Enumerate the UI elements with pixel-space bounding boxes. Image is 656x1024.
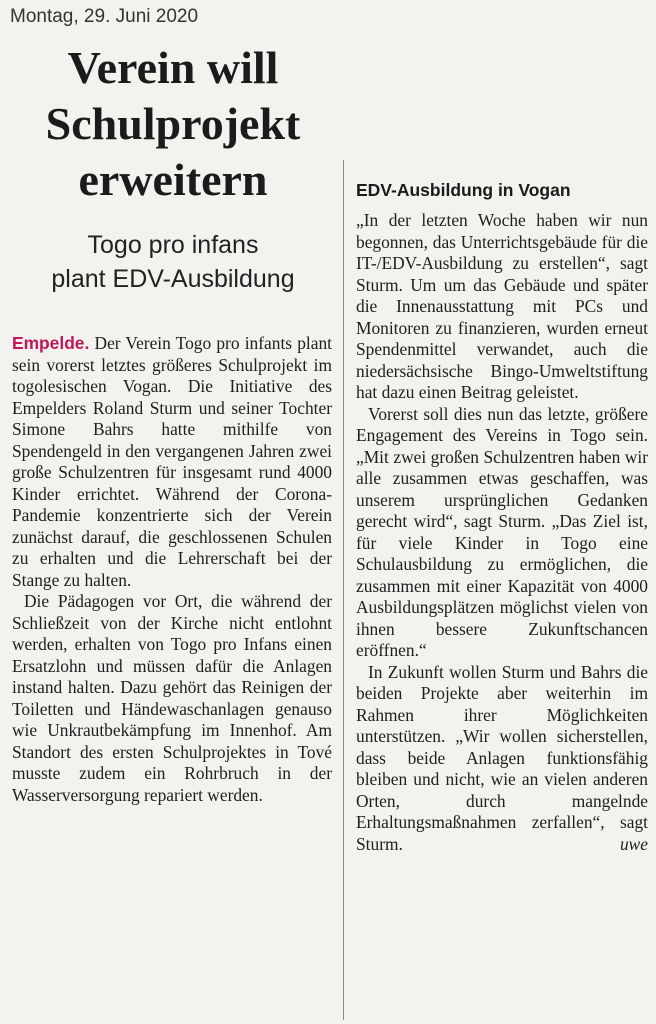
subheadline [10,228,336,296]
article-paragraph: Vorerst soll dies nun das letzte, größere Engagement des Vereins in Togo sein. „Mit zwei großen Schulzentren haben wir alle zusammen etwas geschaffen, was unserem ursprünglichen Gedanken gerecht wird“, sagt Sturm. „Das Ziel ist, für viele Kinder in Togo eine Schulausbildung zu ermöglichen, die zusammen mit einer Kapazität von 4000 Ausbildungsplätzen möglichst vielen von ihnen bessere Zukunftschancen eröffnen.“ [356,403,648,660]
section-heading: EDV-Ausbildung in Vogan [356,180,571,200]
paragraph-text: In Zukunft wollen Sturm und Bahrs die beiden Projekte aber weiterhin im Rahmen ihrer Möglichkeiten unterstützen. „Wir wollen sicherstellen, dass beide Anlagen funktionsfähig bleiben und nicht, wie an vielen anderen Orten, durch mangelnde Erhaltungsmaßnahmen zerfallen“, sagt Sturm. [356,661,648,854]
dateline: Empelde. [12,333,90,353]
author-initials: uwe [619,833,648,854]
article-paragraph: Die Pädagogen vor Ort, die während der Schließzeit von der Kirche nicht entlohnt werden, erhalten von Togo pro Infans einen Ersatzlohn und müssen dafür die Anlagen instand halten. Dazu gehört das Reinigen der Toiletten und Händewaschanlagen genauso wie Unkrautbekämpfung im Innenhof. Am Standort des ersten Schulprojektes in Tové musste zudem ein Rohrbruch in der Wasserversorgung repariert werden. [12,591,332,805]
paragraph-text: Der Verein Togo pro infants plant sein vorerst letztes größeres Schulprojekt im togolesischen Vogan. Die Initiative des Empelders Roland Sturm und seiner Tochter Simone Bahrs hatte mithilfe von Spendengeld in den vergangenen Jahren zwei große Schulzentren für insgesamt rund 4000 Kinder errichtet. Während der Corona-Pandemie konzentrierte sich der Verein zunächst darauf, die geschlossenen Schulen zu erhalten und die Lehrerschaft bei der Stange zu halten. [12,333,332,590]
article-paragraph: „In der letzten Woche haben wir nun begonnen, das Unterrichtsgebäude für die IT-/EDV-Ausbildung zu erstellen“, sagt Sturm. Um um das Gebäude und später die Innenausstattung mit PCs und Monitoren zu finanzieren, wurden erneut Spendenmittel verwandet, auch die niedersächsische Bingo-Umweltstiftung hat dazu einen Beitrag geleistet. [356,210,648,402]
headline-line-2: Schulprojekt [45,98,301,149]
article-paragraph [12,333,332,591]
subheadline-line-1: Togo pro infans [87,231,259,259]
headline-line-1: Verein will [67,42,279,93]
column-divider [343,160,344,1020]
article-paragraph [356,662,648,856]
left-column [12,333,332,806]
headline-line-3: erweitern [78,154,268,205]
headline [10,40,336,208]
issue-date: Montag, 29. Juni 2020 [10,6,199,27]
right-column [356,210,648,855]
subheadline-line-2: plant EDV-Ausbildung [51,265,295,293]
